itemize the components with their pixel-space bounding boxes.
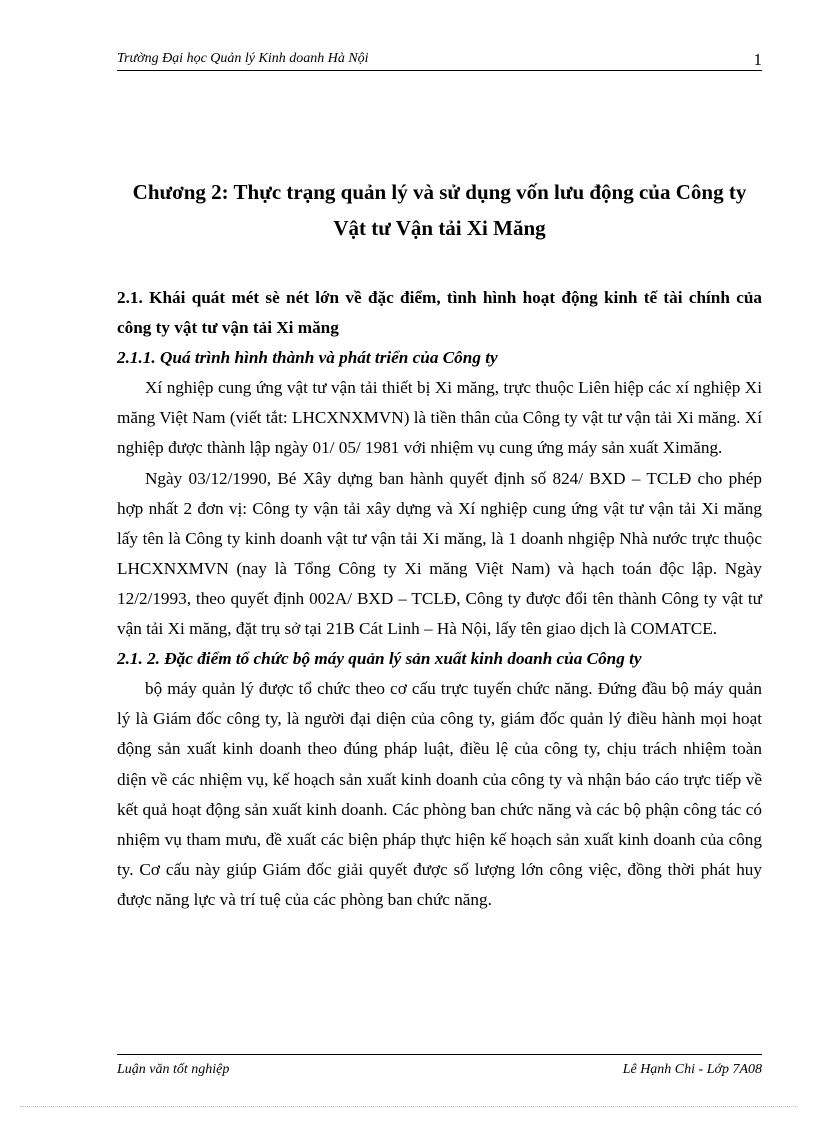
header-school-name: Trường Đại học Quản lý Kinh doanh Hà Nội: [117, 51, 369, 66]
section-heading-2-1-2: 2.1. 2. Đặc điểm tổ chức bộ máy quản lý sản xuất kinh doanh của Công ty: [117, 649, 642, 669]
page-footer: [117, 1054, 762, 1081]
paragraph-history-1: Xí nghiệp cung ứng vật tư vận tải thiết bị Xi măng, trực thuộc Liên hiệp các xí nghiệp Xi măng Việt Nam (viết tắt: LHCXNXMVN) là tiền thân của Công ty vật tư vận tải Xi măng. Xí nghiệp được thành lập ngày 01/ 05/ 1981 với nhiệm vụ cung ứng máy sản xuất Ximăng.: [117, 378, 762, 458]
paragraph-organization: bộ máy quản lý được tổ chức theo cơ cấu trực tuyến chức năng. Đứng đầu bộ máy quản lý là Giám đốc công ty, là người đại diện của công ty, giám đốc quản lý điều hành mọi hoạt động sản xuất kinh doanh theo đúng pháp luật, điều lệ của công ty, chịu trách nhiệm toàn diện về các nhiệm vụ, kế hoạch sản xuất kinh doanh của công ty và nhận báo cáo trực tiếp về kết quả hoạt động sản xuất kinh doanh. Các phòng ban chức năng và các bộ phận công tác có nhiệm vụ tham mưu, đề xuất các biện pháp thực hiện kế hoạch sản xuất kinh doanh của công ty. Cơ cấu này giúp Giám đốc giải quyết được số lượng lớn công việc, đồng thời phát huy được năng lực và trí tuệ của các phòng ban chức năng.: [117, 679, 762, 909]
paragraph-history-2: Ngày 03/12/1990, Bé Xây dựng ban hành quyết định số 824/ BXD – TCLĐ cho phép hợp nhất 2 đơn vị: Công ty vận tải xây dựng và Xí nghiệp cung ứng vật tư vận tải Xi măng lấy tên là Công ty kinh doanh vật tư vận tải Xi măng, là 1 doanh nhgiệp Nhà nước trực thuộc LHCXNXMVN (nay là Tổng Công ty Xi măng Việt Nam) và hạch toán độc lập. Ngày 12/2/1993, theo quyết định 002A/ BXD – TCLĐ, Công ty được đổi tên thành Công ty vật tư vận tải Xi măng, đặt trụ sở tại 21B Cát Linh – Hà Nội, lấy tên giao dịch là COMATCE.: [117, 468, 762, 639]
footer-author: Lê Hạnh Chi - Lớp 7A08: [622, 1062, 762, 1077]
section-heading-2-1-1: 2.1.1. Quá trình hình thành và phát triển của Công ty: [117, 348, 498, 368]
document-body: [117, 283, 762, 915]
page-header: [117, 50, 762, 71]
page-number: 1: [753, 50, 762, 69]
footer-thesis-label: Luận văn tốt nghiệp: [117, 1062, 230, 1077]
chapter-title: Chương 2: Thực trạng quản lý và sử dụng vốn lưu động của Công ty Vật tư Vận tải Xi Măng: [132, 180, 747, 240]
section-heading-2-1: 2.1. Khái quát mét sè nét lớn về đặc điểm, tình hình hoạt động kinh tế tài chính của công ty vật tư vận tải Xi măng: [117, 288, 762, 338]
page-bottom-divider: [20, 1106, 796, 1107]
